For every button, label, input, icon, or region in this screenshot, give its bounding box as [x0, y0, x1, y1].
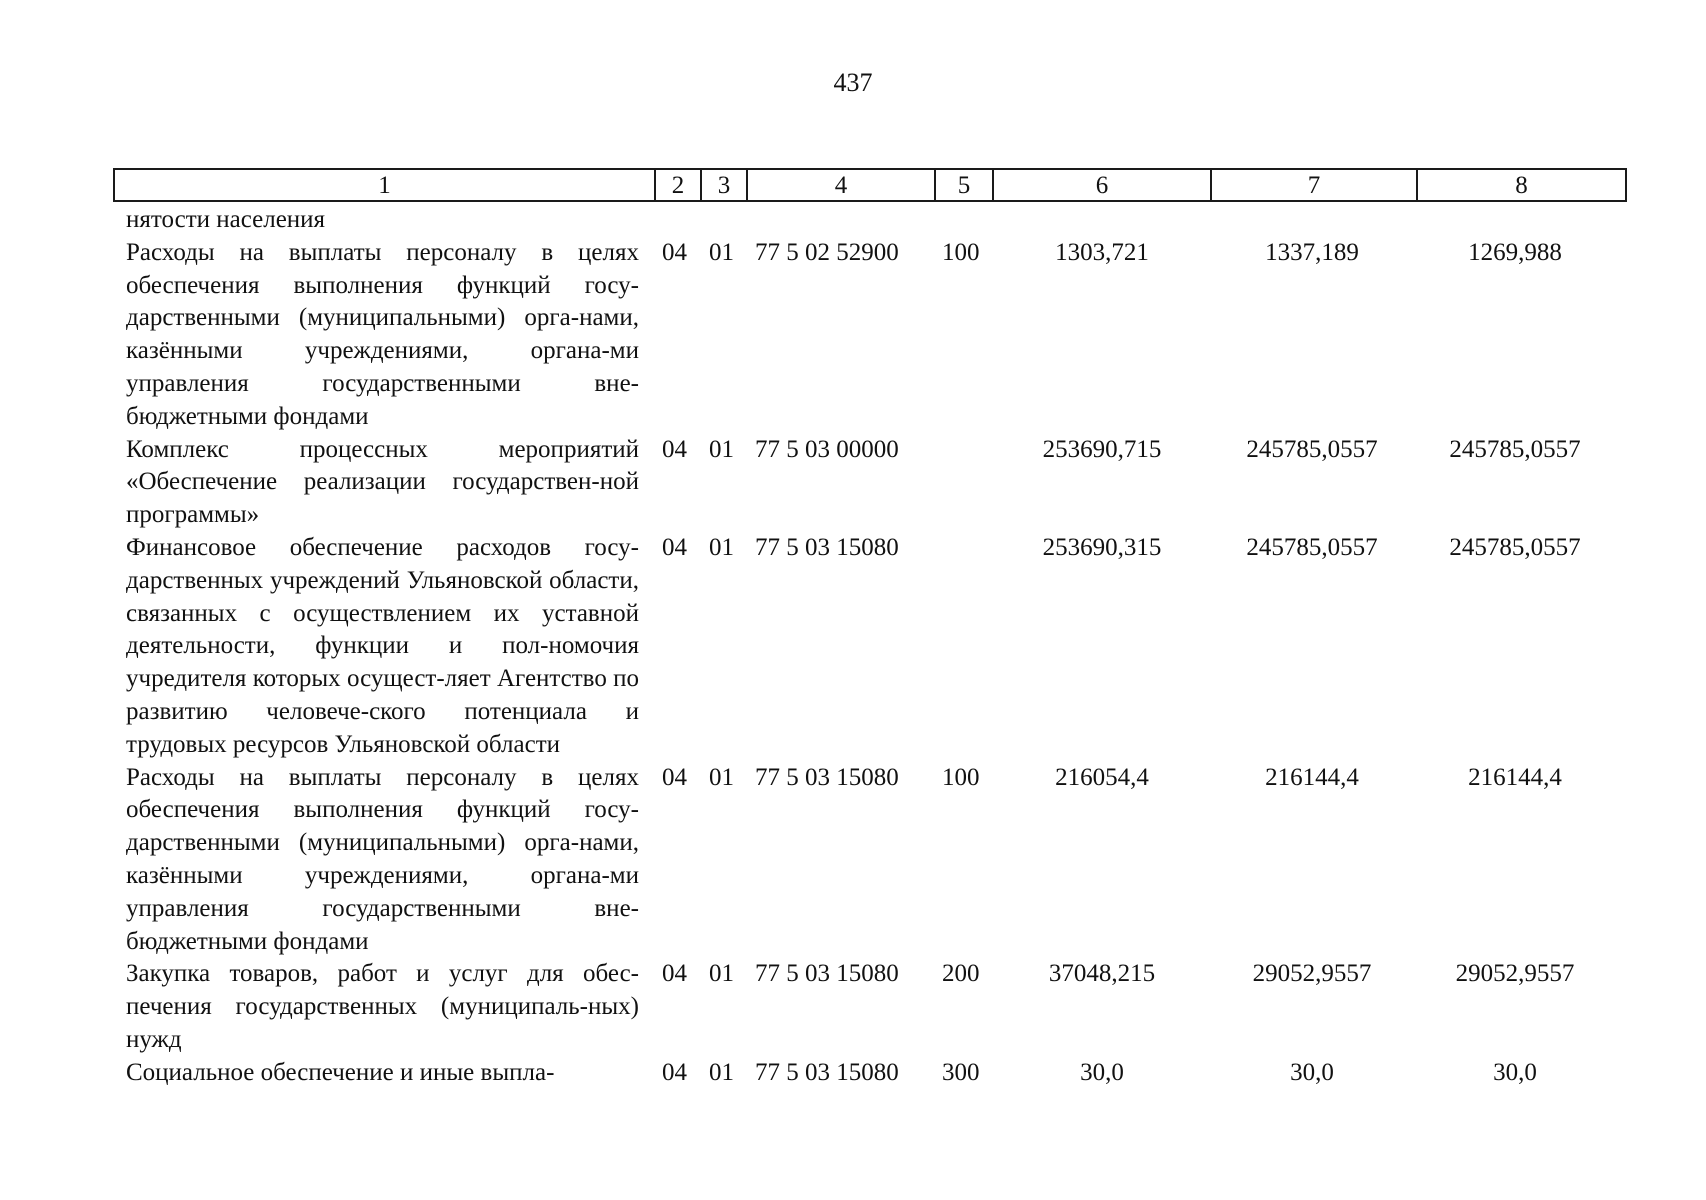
cell-amount-7: 245785,0557: [1246, 435, 1378, 463]
cell-target-code: 77 5 03 15080: [755, 533, 899, 561]
cell-subsection: 01: [709, 435, 734, 463]
header-col-2: 2: [654, 170, 700, 200]
cell-target-code: 77 5 03 00000: [755, 435, 899, 463]
row-description: Финансовое обеспечение расходов госу-дарственных учреждений Ульяновской области, связанных с осуществлением их уставной деятельности, функции и пол-номочия учредителя которых осущест-ляет Агентство по развитию человече-ского потенциала и трудовых ресурсов Ульяновской области: [126, 533, 639, 758]
table-row: [0, 1057, 1706, 1090]
row-description: Расходы на выплаты персоналу в целях обеспечения выполнения функций госу-дарственными (муниципальными) орга-нами, казёнными учреждениями, органа-ми управления государственными вне-бюджетными фондами: [126, 238, 639, 430]
cell-subsection: 01: [709, 763, 734, 791]
header-col-8: 8: [1416, 170, 1625, 200]
row-description: Комплекс процессных мероприятий «Обеспечение реализации государствен-ной программы»: [126, 435, 639, 529]
cell-amount-8: 245785,0557: [1449, 533, 1581, 561]
row-description: нятости населения: [126, 206, 326, 233]
cell-subsection: 01: [709, 238, 734, 266]
cell-target-code: 77 5 03 15080: [755, 960, 899, 988]
cell-section: 04: [662, 763, 687, 791]
cell-subsection: 01: [709, 533, 734, 561]
cell-amount-6: 37048,215: [1048, 960, 1156, 988]
header-col-3: 3: [700, 170, 746, 200]
cell-amount-6: 253690,715: [1042, 435, 1162, 463]
table-row: [0, 532, 1706, 762]
header-col-6: 6: [992, 170, 1210, 200]
cell-expense-type: 100: [942, 763, 980, 791]
cell-section: 04: [662, 1058, 687, 1086]
table-row: [0, 762, 1706, 959]
cell-expense-type: 200: [942, 960, 980, 988]
header-col-7: 7: [1210, 170, 1416, 200]
row-description: Социальное обеспечение и иные выпла-: [126, 1058, 555, 1086]
cell-amount-6: 253690,315: [1042, 533, 1162, 561]
cell-amount-7: 1337,189: [1265, 238, 1359, 266]
row-description: Расходы на выплаты персоналу в целях обеспечения выполнения функций госу-дарственными (муниципальными) орга-нами, казёнными учреждениями, органа-ми управления государственными вне-бюджетными фондами: [126, 763, 639, 955]
header-col-1: 1: [378, 172, 391, 199]
cell-amount-7: 216144,4: [1265, 763, 1359, 791]
cell-amount-7: 245785,0557: [1246, 533, 1378, 561]
cell-section: 04: [662, 435, 687, 463]
cell-subsection: 01: [709, 960, 734, 988]
cell-section: 04: [662, 238, 687, 266]
cell-amount-8: 29052,9557: [1455, 960, 1575, 988]
cell-section: 04: [662, 533, 687, 561]
cell-expense-type: 100: [942, 238, 980, 266]
cell-amount-8: 245785,0557: [1449, 435, 1581, 463]
page-number: 437: [833, 68, 873, 97]
row-description: Закупка товаров, работ и услуг для обес-печения государственных (муниципаль-ных) нужд: [126, 960, 639, 1053]
table-row: [0, 958, 1706, 1056]
cell-amount-7: 29052,9557: [1252, 960, 1372, 988]
cell-amount-7: 30,0: [1290, 1058, 1334, 1086]
cell-amount-6: 30,0: [1080, 1058, 1124, 1086]
cell-subsection: 01: [709, 1058, 734, 1086]
table-row: [0, 434, 1706, 532]
table-body: [0, 204, 1706, 1090]
cell-amount-8: 1269,988: [1468, 238, 1562, 266]
cell-target-code: 77 5 02 52900: [755, 238, 899, 266]
cell-section: 04: [662, 960, 687, 988]
cell-amount-6: 1303,721: [1055, 238, 1149, 266]
cell-amount-6: 216054,4: [1055, 763, 1149, 791]
cell-target-code: 77 5 03 15080: [755, 1058, 899, 1086]
header-col-4: 4: [746, 170, 934, 200]
cell-amount-8: 30,0: [1493, 1058, 1537, 1086]
cell-expense-type: 300: [942, 1058, 980, 1086]
table-row: [0, 204, 1706, 237]
table-row: [0, 237, 1706, 434]
cell-target-code: 77 5 03 15080: [755, 763, 899, 791]
table-header: [113, 168, 1627, 202]
cell-amount-8: 216144,4: [1468, 763, 1562, 791]
header-col-5: 5: [934, 170, 992, 200]
